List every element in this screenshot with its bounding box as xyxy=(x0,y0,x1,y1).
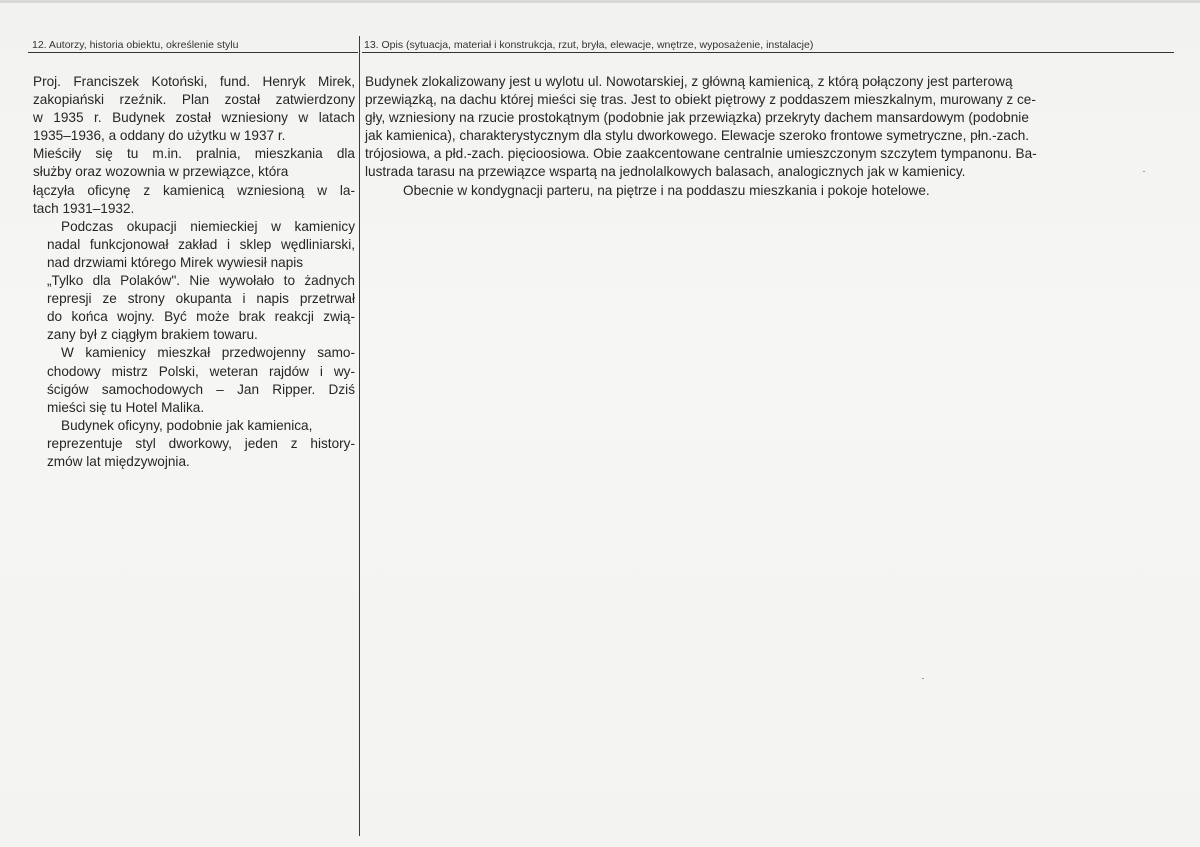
text-line: tach 1931–1932. xyxy=(33,200,135,216)
text-line: służby oraz wozownia w przewiązce, która xyxy=(33,164,289,180)
column-divider xyxy=(359,36,360,836)
text-line: zmów lat międzywojnia. xyxy=(47,453,190,469)
section-12-header: 12. Autorzy, historia obiektu, określenie stylu xyxy=(32,39,239,51)
text-line: Podczas okupacji niemieckiej w kamienicy xyxy=(61,218,355,234)
paragraph xyxy=(365,73,1165,182)
section-13-text xyxy=(365,73,1165,200)
scan-speck xyxy=(922,678,924,679)
text-line: zany był z ciągłym brakiem towaru. xyxy=(47,327,258,343)
text-line: W kamienicy mieszkał przedwojenny samo- xyxy=(61,345,355,361)
section-13-header: 13. Opis (sytuacja, materiał i konstrukcja, rzut, bryła, elewacje, wnętrze, wyposażenie, instalacje) xyxy=(364,39,814,51)
text-line: zakopiański rzeźnik. Plan został zatwierdzony xyxy=(33,92,355,108)
text-line: do końca wojny. Być może brak reakcji zwią- xyxy=(47,309,355,325)
section-13-header-rule xyxy=(362,52,1174,53)
text-line: przewiązką, na dachu której mieści się tras. Jest to obiekt piętrowy z poddaszem mieszkalnym, murowany z ce- xyxy=(365,92,1036,108)
text-line: łączyła oficynę z kamienicą wzniesioną w la- xyxy=(33,182,355,198)
text-line: Budynek oficyny, podobnie jak kamienica, xyxy=(61,417,313,433)
paragraph xyxy=(33,218,355,345)
text-line: nad drzwiami którego Mirek wywiesił napis xyxy=(47,254,304,270)
text-line: jak kamienica), charakterystycznym dla stylu dworkowego. Elewacje szeroko frontowe symetryczne, płn.-zach. xyxy=(365,128,1030,144)
text-line: trójosiowa, a płd.-zach. pięcioosiowa. Obie zaakcentowane centralnie umieszczonym szczytem tympanonu. Ba- xyxy=(365,146,1037,162)
text-line: Proj. Franciszek Kotoński, fund. Henryk Mirek, xyxy=(33,74,355,89)
text-line: nadal funkcjonował zakład i sklep wędliniarski, xyxy=(47,236,355,252)
paragraph xyxy=(33,344,355,416)
text-line: ścigów samochodowych – Jan Ripper. Dziś xyxy=(47,381,355,397)
text-line: represji ze strony okupanta i napis przetrwał xyxy=(47,291,355,307)
text-line: 1935–1936, a oddany do użytku w 1937 r. xyxy=(33,128,286,144)
paragraph xyxy=(365,182,1165,200)
text-line: Budynek zlokalizowany jest u wylotu ul. Nowotarskiej, z główną kamienicą, z którą połączony jest parterową xyxy=(365,74,1013,89)
text-line: gły, wzniesiony na rzucie prostokątnym (podobnie jak przewiązka) przekryty dachem mansardowym (podobnie xyxy=(365,110,1029,126)
paragraph xyxy=(33,73,355,218)
text-line: w 1935 r. Budynek został wzniesiony w latach xyxy=(33,110,355,126)
paragraph xyxy=(33,417,355,471)
page-top-edge xyxy=(0,0,1200,3)
text-line: chodowy mistrz Polski, weteran rajdów i wy- xyxy=(47,363,355,379)
text-line: reprezentuje styl dworkowy, jeden z history- xyxy=(47,435,355,451)
text-line: lustrada tarasu na przewiązce wspartą na jednolalkowych balasach, analogicznych jak w kamienicy. xyxy=(365,164,966,180)
text-line: Obecnie w kondygnacji parteru, na piętrze i na poddaszu mieszkania i pokoje hotelowe. xyxy=(403,182,930,198)
scan-speck xyxy=(1143,171,1145,172)
text-line: „Tylko dla Polaków". Nie wywołało to żadnych xyxy=(47,273,355,289)
text-line: Mieściły się tu m.in. pralnia, mieszkania dla xyxy=(33,146,355,162)
section-12-header-rule xyxy=(28,52,358,53)
section-12-text xyxy=(33,73,355,471)
text-line: mieści się tu Hotel Malika. xyxy=(47,399,205,415)
